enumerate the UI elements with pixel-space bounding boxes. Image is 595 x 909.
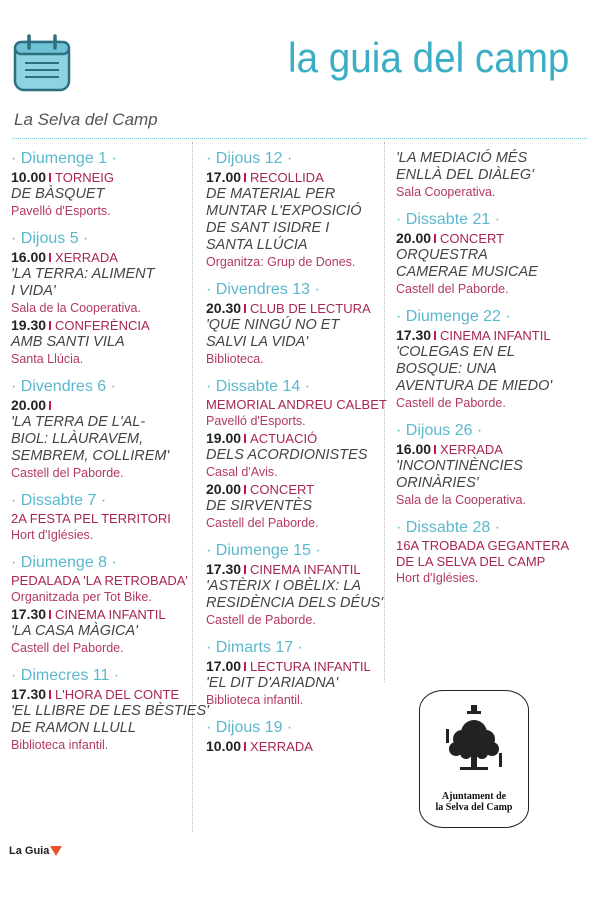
event-title: DE LA SELVA DEL CAMP: [396, 554, 546, 569]
event-venue: Sala de la Cooperativa.: [11, 301, 141, 315]
event-subtitle: 'ASTÈRIX I OBÈLIX: LA: [206, 578, 362, 594]
event-subtitle: 'INCONTINÈNCIES: [396, 458, 523, 474]
event-line: [396, 327, 576, 344]
crest-label-line1: Ajuntament de: [441, 791, 507, 802]
day-heading: · Dijous 19 ·: [206, 719, 293, 736]
day-label: Divendres 6: [20, 378, 107, 395]
separator-bar-icon: [49, 401, 51, 410]
event-time: 19.00: [206, 430, 242, 446]
event-title: LECTURA INFANTIL: [250, 659, 371, 674]
event-title: ACTUACIÓ: [250, 431, 318, 446]
day-label: Dissabte 7: [20, 492, 97, 509]
event-title: TORNEIG: [55, 170, 115, 185]
event-venue: Pavelló d'Esports.: [206, 414, 306, 428]
day-label: Diumenge 22: [405, 308, 501, 325]
event-venue: Biblioteca.: [206, 352, 264, 366]
event-subtitle: DE SANT ISIDRE I: [206, 220, 330, 236]
event-line: [206, 397, 386, 413]
day-block: [11, 230, 191, 368]
event-venue: Castell del Paborde.: [206, 516, 319, 530]
footer-logo-text: La Guia: [9, 845, 50, 857]
day-block: [206, 542, 386, 629]
header-divider: [12, 138, 587, 139]
event-title: PEDALADA 'LA RETROBADA': [11, 573, 188, 588]
day-block: [396, 519, 576, 587]
day-label: Dijous 19: [215, 719, 283, 736]
separator-bar-icon: [434, 234, 436, 243]
separator-bar-icon: [244, 304, 246, 313]
event-subtitle: 'LA CASA MÀGICA': [11, 623, 138, 639]
day-label: Dissabte 21: [405, 211, 491, 228]
event-time: 17.00: [206, 658, 242, 674]
day-label: Dimarts 17: [215, 639, 294, 656]
event-subtitle: 'QUE NINGÚ NO ET: [206, 317, 340, 333]
event-subtitle: DE BÀSQUET: [11, 186, 105, 202]
day-label: Dissabte 14: [215, 378, 301, 395]
town-hall-crest: [419, 690, 529, 828]
event-venue: Castell de Paborde.: [396, 396, 506, 410]
day-block: [206, 719, 386, 755]
event-subtitle: ENLLÀ DEL DIÀLEG': [396, 167, 534, 183]
event-time: 20.30: [206, 300, 242, 316]
tree-emblem-icon: [420, 691, 528, 791]
event-subtitle: ORINÀRIES': [396, 475, 479, 491]
event-subtitle: CAMERAE MUSICAE: [396, 264, 538, 280]
agenda-column-2: [206, 150, 386, 765]
event-title: CINEMA INFANTIL: [440, 328, 551, 343]
event-title: 16A TROBADA GEGANTERA: [396, 538, 570, 553]
day-heading: · Dijous 5 ·: [11, 230, 89, 247]
triangle-logo-icon: [50, 846, 62, 856]
event-time: 20.00: [206, 481, 242, 497]
event-venue: Hort d'Iglésies.: [396, 571, 479, 585]
day-label: Dimecres 11: [20, 667, 110, 684]
event-line: [11, 606, 191, 623]
event-subtitle: RESIDÈNCIA DELS DÉUS': [206, 595, 384, 611]
separator-bar-icon: [244, 565, 246, 574]
day-label: Diumenge 8: [20, 554, 108, 571]
event-line: [396, 538, 576, 554]
event-line: [396, 441, 576, 458]
event-title: MEMORIAL ANDREU CALBET: [206, 397, 387, 412]
event-title: CINEMA INFANTIL: [250, 562, 361, 577]
separator-bar-icon: [244, 742, 246, 751]
day-heading: · Dimecres 11 ·: [11, 667, 120, 684]
day-heading: · Diumenge 15 ·: [206, 542, 321, 559]
agenda-column-3: [396, 150, 576, 597]
day-block: [206, 378, 386, 532]
separator-bar-icon: [49, 610, 51, 619]
day-label: Dijous 12: [215, 150, 283, 167]
day-block: [396, 211, 576, 298]
event-time: 10.00: [206, 738, 242, 754]
day-heading: · Dijous 26 ·: [396, 422, 483, 439]
day-block: [396, 308, 576, 412]
day-heading: · Diumenge 8 ·: [11, 554, 117, 571]
event-line: [11, 169, 191, 186]
event-venue: Casal d'Avis.: [206, 465, 278, 479]
event-line: [206, 430, 386, 447]
event-time: 17.30: [396, 327, 432, 343]
event-venue: Biblioteca infantil.: [11, 738, 109, 752]
event-subtitle: 'EL DIT D'ARIADNA': [206, 675, 339, 691]
event-subtitle: 'COLEGAS EN EL: [396, 344, 515, 360]
separator-bar-icon: [244, 662, 246, 671]
event-line: [11, 573, 191, 589]
day-heading: · Dimarts 17 ·: [206, 639, 303, 656]
event-title: CONCERT: [250, 482, 315, 497]
separator-bar-icon: [434, 445, 436, 454]
town-name: La Selva del Camp: [14, 110, 158, 129]
event-time: 17.30: [11, 686, 47, 702]
column-divider: [192, 142, 193, 832]
day-heading: · Divendres 13 ·: [206, 281, 320, 298]
event-time: 16.00: [396, 441, 432, 457]
event-venue: Organitza: Grup de Dones.: [206, 255, 356, 269]
event-subtitle: 'LA TERRA DE L'AL-: [11, 414, 146, 430]
event-line: [206, 561, 386, 578]
day-block: [206, 639, 386, 709]
event-venue: Hort d'Iglésies.: [11, 528, 94, 542]
event-line: [206, 738, 386, 755]
day-heading: · Dissabte 14 ·: [206, 378, 311, 395]
day-block: [11, 554, 191, 657]
event-venue: Castell del Paborde.: [11, 641, 124, 655]
event-subtitle: MUNTAR L'EXPOSICIÓ: [206, 203, 362, 219]
day-block: [11, 378, 191, 482]
event-title: XERRADA: [55, 250, 118, 265]
separator-bar-icon: [244, 434, 246, 443]
event-title: CONFERÈNCIA: [55, 318, 150, 333]
event-subtitle: AMB SANTI VILA: [11, 334, 125, 350]
event-title: CONCERT: [440, 231, 505, 246]
event-line: [206, 658, 386, 675]
event-time: 17.30: [206, 561, 242, 577]
event-venue: Castell del Paborde.: [11, 466, 124, 480]
day-label: Diumenge 15: [215, 542, 311, 559]
day-heading: · Dissabte 21 ·: [396, 211, 501, 228]
event-venue: Santa Llúcia.: [11, 352, 84, 366]
separator-bar-icon: [49, 253, 51, 262]
separator-bar-icon: [244, 173, 246, 182]
day-label: Dissabte 28: [405, 519, 491, 536]
event-time: 10.00: [11, 169, 47, 185]
event-subtitle: BIOL: LLÀURAVEM,: [11, 431, 144, 447]
event-subtitle: SANTA LLÚCIA: [206, 237, 308, 253]
separator-bar-icon: [434, 331, 436, 340]
event-line: [396, 230, 576, 247]
event-venue: Pavelló d'Esports.: [11, 204, 111, 218]
event-line: [11, 397, 191, 414]
event-time: 16.00: [11, 249, 47, 265]
event-subtitle: 'EL LLIBRE DE LES BÈSTIES': [11, 703, 209, 719]
day-heading: · Divendres 6 ·: [11, 378, 116, 395]
day-heading: · Dissabte 28 ·: [396, 519, 501, 536]
event-venue: Sala Cooperativa.: [396, 185, 496, 199]
event-title: RECOLLIDA: [250, 170, 324, 185]
event-venue: Sala de la Cooperativa.: [396, 493, 526, 507]
separator-bar-icon: [49, 321, 51, 330]
event-venue: Castell del Paborde.: [396, 282, 509, 296]
event-title: XERRADA: [250, 739, 313, 754]
event-time: 20.00: [11, 397, 47, 413]
event-subtitle: SALVI LA VIDA': [206, 334, 309, 350]
event-subtitle: I VIDA': [11, 283, 56, 299]
event-venue: Biblioteca infantil.: [206, 693, 304, 707]
event-venue: Castell de Paborde.: [206, 613, 316, 627]
event-subtitle: DE MATERIAL PER: [206, 186, 336, 202]
event-line: [11, 686, 191, 703]
separator-bar-icon: [49, 690, 51, 699]
event-time: 20.00: [396, 230, 432, 246]
separator-bar-icon: [49, 173, 51, 182]
day-label: Divendres 13: [215, 281, 311, 298]
event-line: [11, 249, 191, 266]
event-line: [11, 511, 191, 527]
event-subtitle: DELS ACORDIONISTES: [206, 447, 368, 463]
day-block: [11, 150, 191, 220]
day-heading: · Dijous 12 ·: [206, 150, 293, 167]
day-heading: · Dissabte 7 ·: [11, 492, 107, 509]
day-block: [206, 281, 386, 368]
event-subtitle: AVENTURA DE MIEDO': [396, 378, 553, 394]
event-subtitle: 'LA TERRA: ALIMENT: [11, 266, 155, 282]
separator-bar-icon: [244, 485, 246, 494]
event-title: CLUB DE LECTURA: [250, 301, 371, 316]
day-block: [11, 667, 209, 754]
event-time: 19.30: [11, 317, 47, 333]
event-venue: Organitzada per Tot Bike.: [11, 590, 152, 604]
day-heading: · Diumenge 1 ·: [11, 150, 117, 167]
day-block: [206, 150, 386, 271]
event-title: 2A FESTA PEL TERRITORI: [11, 511, 171, 526]
day-label: Dijous 26: [405, 422, 473, 439]
day-label: Diumenge 1: [20, 150, 108, 167]
event-title: L'HORA DEL CONTE: [55, 687, 180, 702]
event-time: 17.00: [206, 169, 242, 185]
day-block: [396, 422, 576, 509]
event-subtitle: DE SIRVENTÈS: [206, 498, 313, 514]
event-subtitle: SEMBREM, COLLIREM': [11, 448, 170, 464]
event-subtitle: DE RAMON LLULL: [11, 720, 136, 736]
event-subtitle: BOSQUE: UNA: [396, 361, 497, 377]
event-line: [396, 554, 576, 570]
page-title: la guia del camp: [288, 34, 570, 81]
event-line: [206, 481, 386, 498]
event-subtitle: ORQUESTRA: [396, 247, 488, 263]
event-line: [11, 317, 191, 334]
day-heading: · Diumenge 22 ·: [396, 308, 511, 325]
footer-logo: [9, 845, 62, 857]
agenda-column-1: [11, 150, 209, 764]
crest-label-line2: la Selva del Camp: [435, 802, 513, 813]
event-line: [206, 300, 386, 317]
event-time: 17.30: [11, 606, 47, 622]
day-block: [396, 150, 576, 201]
event-subtitle: 'LA MEDIACIÓ MÉS: [396, 150, 528, 166]
event-title: CINEMA INFANTIL: [55, 607, 166, 622]
event-line: [206, 169, 386, 186]
day-label: Dijous 5: [20, 230, 79, 247]
calendar-icon: [13, 34, 71, 92]
day-block: [11, 492, 191, 544]
event-title: XERRADA: [440, 442, 503, 457]
